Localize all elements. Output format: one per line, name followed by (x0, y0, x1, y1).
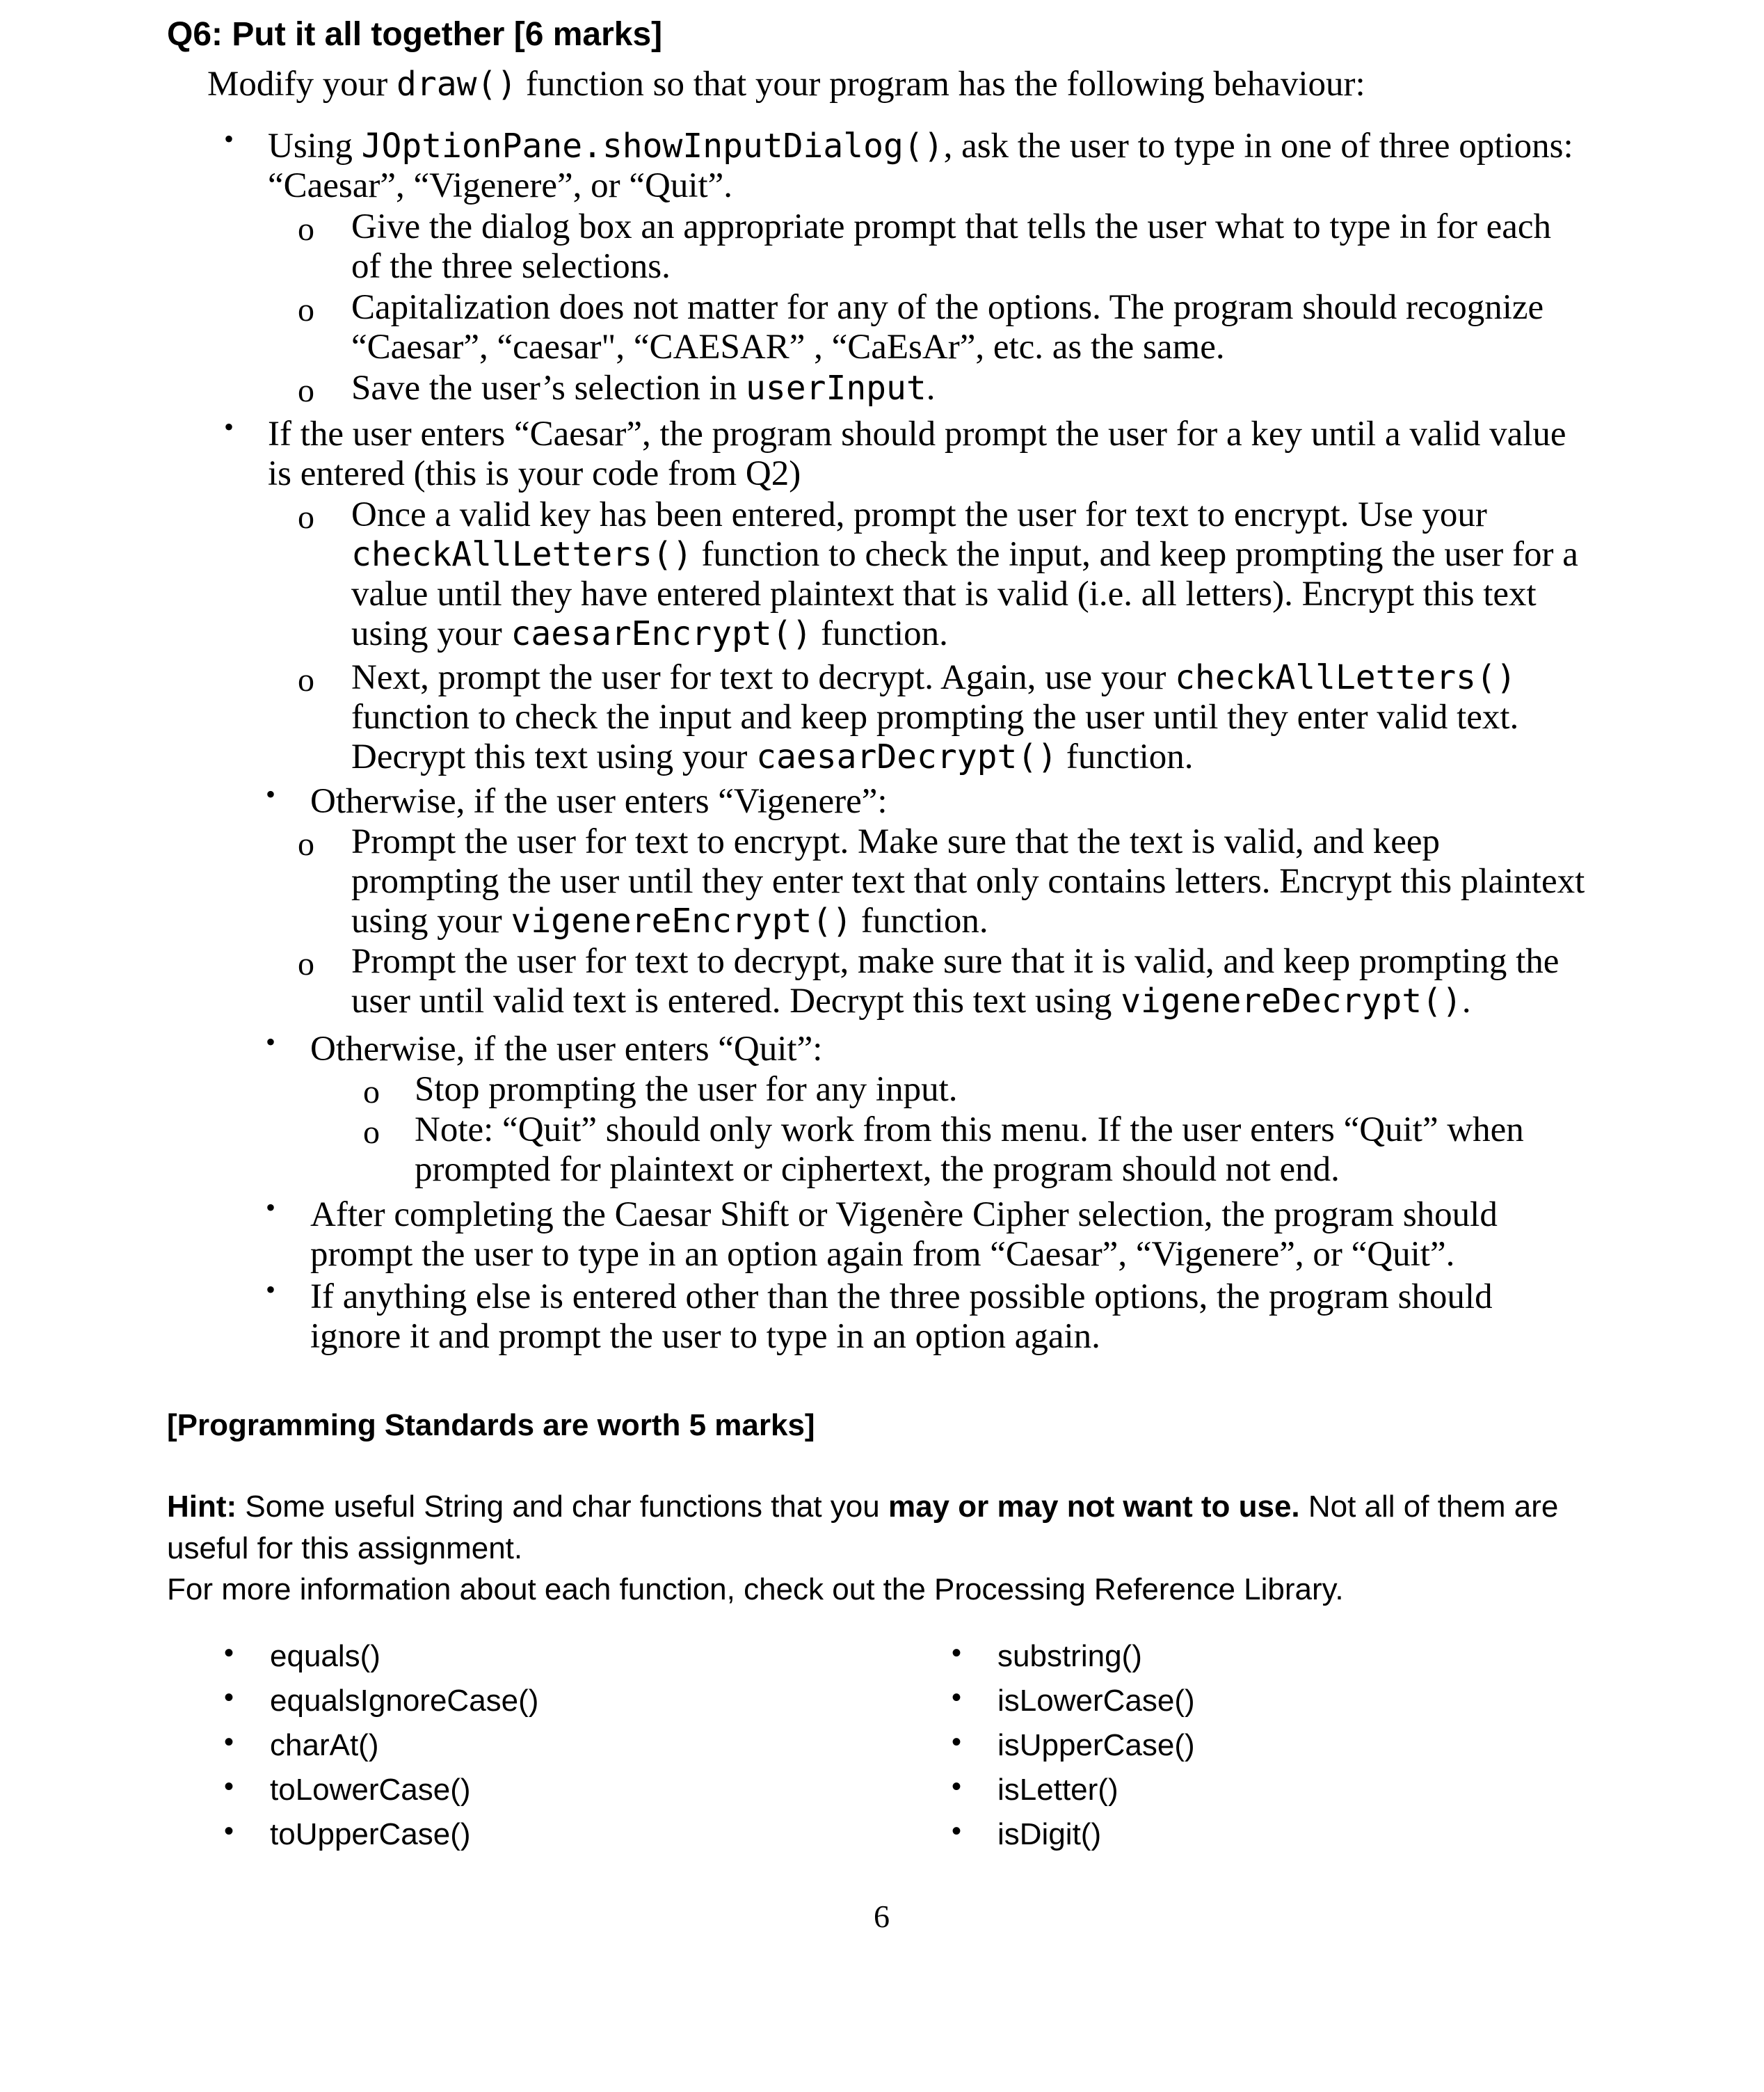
list-item: If anything else is entered other than the three possible options, the program should (310, 1277, 1493, 1316)
code-draw: draw() (396, 65, 518, 104)
sub-bullet-marker: o (298, 945, 314, 982)
sub-bullet-marker: o (298, 662, 314, 698)
sub-item-line: value until they have entered plaintext that is valid (i.e. all letters). Encrypt this text (351, 575, 1537, 614)
sub-item-line: prompting the user until they enter text that only contains letters. Encrypt this plaintext (351, 862, 1585, 901)
list-item-line: “Caesar”, “Vigenere”, or “Quit”. (268, 166, 733, 205)
code-checkAllLetters: checkAllLetters() (351, 536, 693, 574)
list-item-line: is entered (this is your code from Q2) (268, 454, 801, 493)
bullet-marker: • (224, 1727, 234, 1757)
hint-label: Hint: (167, 1490, 237, 1524)
function-item: isLowerCase() (997, 1684, 1195, 1718)
sub-item: Give the dialog box an appropriate prompt that tells the user what to type in for each (351, 207, 1551, 246)
bullet-marker: • (266, 778, 276, 810)
list-item: Otherwise, if the user enters “Quit”: (310, 1030, 823, 1069)
sub-item: Note: “Quit” should only work from this menu. If the user enters “Quit” when (415, 1110, 1524, 1149)
sub-item: Once a valid key has been entered, prompt the user for text to encrypt. Use your (351, 495, 1487, 534)
code-checkAllLetters: checkAllLetters() (1175, 659, 1516, 697)
bullet-marker: • (952, 1682, 962, 1713)
bullet-marker: • (266, 1192, 276, 1223)
bullet-marker: • (224, 411, 234, 442)
hint-emphasis: may or may not want to use. (888, 1490, 1300, 1524)
sub-item-line: checkAllLetters() function to check the input, and keep prompting the user for a (351, 535, 1578, 574)
list-item-line: ignore it and prompt the user to type in an option again. (310, 1317, 1100, 1356)
sub-item: Next, prompt the user for text to decrypt. Again, use your checkAllLetters() (351, 658, 1516, 697)
bullet-marker: • (224, 1771, 234, 1802)
bullet-marker: • (952, 1771, 962, 1802)
sub-bullet-marker: o (298, 292, 314, 328)
sub-bullet-marker: o (363, 1073, 380, 1110)
sub-item-line: function to check the input and keep prompting the user until they enter valid text. (351, 698, 1519, 737)
function-item: toUpperCase() (270, 1817, 471, 1851)
question-heading: Q6: Put it all together [6 marks] (167, 16, 663, 53)
list-item: If the user enters “Caesar”, the program should prompt the user for a key until a valid value (268, 415, 1566, 454)
page-number: 6 (874, 1899, 890, 1934)
function-item: isDigit() (997, 1817, 1102, 1851)
bullet-marker: • (224, 1682, 234, 1713)
sub-bullet-marker: o (298, 826, 314, 863)
function-item: isLetter() (997, 1773, 1118, 1807)
bullet-marker: • (952, 1727, 962, 1757)
sub-item-line: prompted for plaintext or ciphertext, the program should not end. (415, 1150, 1340, 1189)
list-item: After completing the Caesar Shift or Vigenère Cipher selection, the program should (310, 1195, 1498, 1234)
bullet-marker: • (952, 1816, 962, 1846)
list-item: Using JOptionPane.showInputDialog(), ask the user to type in one of three options: (268, 127, 1573, 166)
code-userInput: userInput (746, 369, 927, 408)
bullet-marker: • (224, 1638, 234, 1668)
sub-item-line: “Caesar”, “caesar", “CAESAR” , “CaEsAr”, etc. as the same. (351, 328, 1225, 367)
function-item: toLowerCase() (270, 1773, 471, 1807)
code-caesarDecrypt: caesarDecrypt() (756, 738, 1058, 776)
code-vigenereDecrypt: vigenereDecrypt() (1121, 982, 1462, 1021)
sub-item: Save the user’s selection in userInput. (351, 369, 936, 408)
bullet-marker: • (266, 1026, 276, 1057)
code-vigenereEncrypt: vigenereEncrypt() (511, 902, 853, 941)
function-item: isUpperCase() (997, 1728, 1195, 1762)
sub-item-line: using your vigenereEncrypt() function. (351, 902, 988, 941)
code-showInputDialog: JOptionPane.showInputDialog() (361, 127, 944, 166)
sub-item: Stop prompting the user for any input. (415, 1070, 958, 1109)
code-caesarEncrypt: caesarEncrypt() (511, 615, 812, 653)
function-item: equals() (270, 1639, 380, 1673)
sub-bullet-marker: o (363, 1114, 380, 1151)
hint-paragraph: Hint: Some useful String and char functions that you may or may not want to use. Not all of them are useful for this assignment. (167, 1490, 1559, 1565)
bullet-marker: • (224, 1816, 234, 1846)
sub-item-line: using your caesarEncrypt() function. (351, 614, 948, 653)
bullet-marker: • (266, 1274, 276, 1305)
function-item: equalsIgnoreCase() (270, 1684, 539, 1718)
standards-heading: [Programming Standards are worth 5 marks] (167, 1408, 815, 1442)
sub-item: Capitalization does not matter for any of the options. The program should recognize (351, 288, 1544, 327)
sub-bullet-marker: o (298, 499, 314, 536)
sub-item-line: of the three selections. (351, 247, 671, 286)
function-item: substring() (997, 1639, 1142, 1673)
sub-bullet-marker: o (298, 211, 314, 248)
sub-item: Prompt the user for text to encrypt. Make sure that the text is valid, and keep (351, 822, 1440, 861)
hint-reference-line: For more information about each function, check out the Processing Reference Library. (167, 1572, 1344, 1606)
list-item-line: prompt the user to type in an option again from “Caesar”, “Vigenere”, or “Quit”. (310, 1235, 1455, 1274)
sub-item-line: Decrypt this text using your caesarDecrypt() function. (351, 737, 1194, 776)
sub-item: Prompt the user for text to decrypt, make sure that it is valid, and keep prompting the (351, 942, 1559, 981)
intro-paragraph: Modify your draw() function so that your program has the following behaviour: (207, 65, 1365, 104)
bullet-marker: • (952, 1638, 962, 1668)
sub-bullet-marker: o (298, 372, 314, 409)
sub-item-line: user until valid text is entered. Decrypt this text using vigenereDecrypt(). (351, 982, 1471, 1021)
list-item: Otherwise, if the user enters “Vigenere”: (310, 782, 888, 821)
bullet-marker: • (224, 123, 234, 154)
function-item: charAt() (270, 1728, 379, 1762)
